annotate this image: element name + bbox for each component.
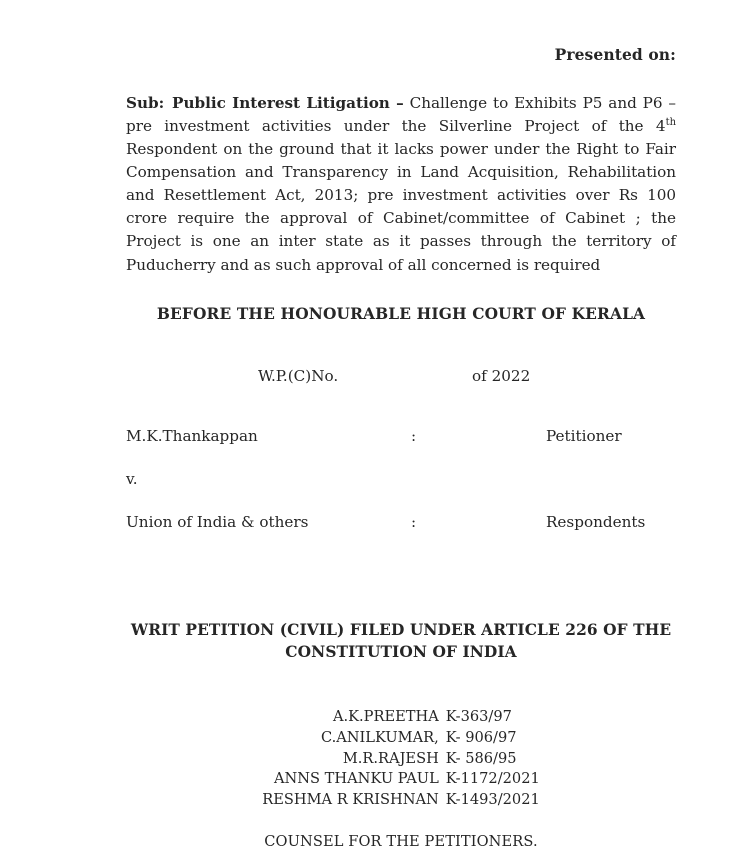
subject-title: Public Interest Litigation – — [172, 93, 404, 112]
petitioner-role: Petitioner — [546, 426, 622, 445]
counsel-row — [262, 707, 540, 728]
case-number-label: W.P.(C)No. — [258, 366, 339, 385]
counsel-name: M.R.RAJESH — [342, 749, 439, 767]
counsel-table — [262, 707, 540, 811]
counsel-row — [262, 790, 540, 811]
writ-title-line-1: WRIT PETITION (CIVIL) FILED UNDER ARTICLE 226 OF THE — [130, 620, 672, 639]
ordinal-superscript: th — [665, 116, 676, 128]
writ-petition-title — [126, 619, 676, 664]
presented-on-row — [126, 45, 676, 66]
respondent-role: Respondents — [546, 512, 646, 531]
counsel-enrolment-code: K- 906/97 — [445, 729, 517, 747]
petitioner-row — [126, 427, 676, 449]
counsel-enrolment-code: K-1493/2021 — [445, 791, 540, 809]
respondent-name: Union of India & others — [126, 512, 309, 531]
counsel-row — [262, 769, 540, 790]
counsel-row — [262, 728, 540, 749]
counsel-enrolment-code: K-363/97 — [445, 708, 512, 726]
case-number-row — [126, 367, 676, 391]
court-heading — [126, 305, 676, 323]
subject-body-part1: Challenge to Exhibits P5 and P6 – pre investment activities under the Silverline Project of the 4 — [126, 93, 676, 136]
counsel-enrolment-code: K- 586/95 — [445, 749, 517, 767]
counsel-name: RESHMA R KRISHNAN — [262, 791, 439, 809]
document-body — [126, 0, 676, 850]
versus-row — [126, 470, 676, 492]
subject-paragraph — [126, 92, 676, 277]
petitioner-name: M.K.Thankappan — [126, 426, 258, 445]
counsel-block — [126, 707, 676, 850]
counsel-name: C.ANILKUMAR, — [320, 729, 439, 747]
counsel-name: A.K.PREETHA — [332, 708, 439, 726]
case-year-label: of 2022 — [472, 366, 531, 385]
versus-label: v. — [126, 469, 138, 488]
court-heading-text: BEFORE THE HONOURABLE HIGH COURT OF KERALA — [156, 304, 646, 323]
counsel-footer — [126, 833, 676, 850]
subject-label: Sub: — [126, 93, 165, 112]
counsel-enrolment-code: K-1172/2021 — [445, 770, 540, 788]
writ-title-line-2: CONSTITUTION OF INDIA — [285, 643, 517, 661]
respondent-row — [126, 513, 676, 535]
presented-on-label: Presented on: — [554, 45, 676, 64]
subject-body-part2: Respondent on the ground that it lacks power under the Right to Fair Compensation and Transparency in Land Acquisition, Rehabilitation and Resettlement Act, 2013; pre investment activities over Rs 100 crore require the approval of Cabinet/committee of Cabinet ; the Project is one an inter state as it passes through the territory of Puducherry and as such approval of all concerned is required — [126, 140, 676, 274]
counsel-row — [262, 749, 540, 770]
counsel-table-body — [262, 707, 540, 811]
respondent-separator: : — [411, 512, 417, 531]
counsel-footer-text: COUNSEL FOR THE PETITIONERS. — [264, 832, 538, 850]
petitioner-separator: : — [411, 426, 417, 445]
parties-block — [126, 427, 676, 535]
counsel-name: ANNS THANKU PAUL — [273, 770, 439, 788]
